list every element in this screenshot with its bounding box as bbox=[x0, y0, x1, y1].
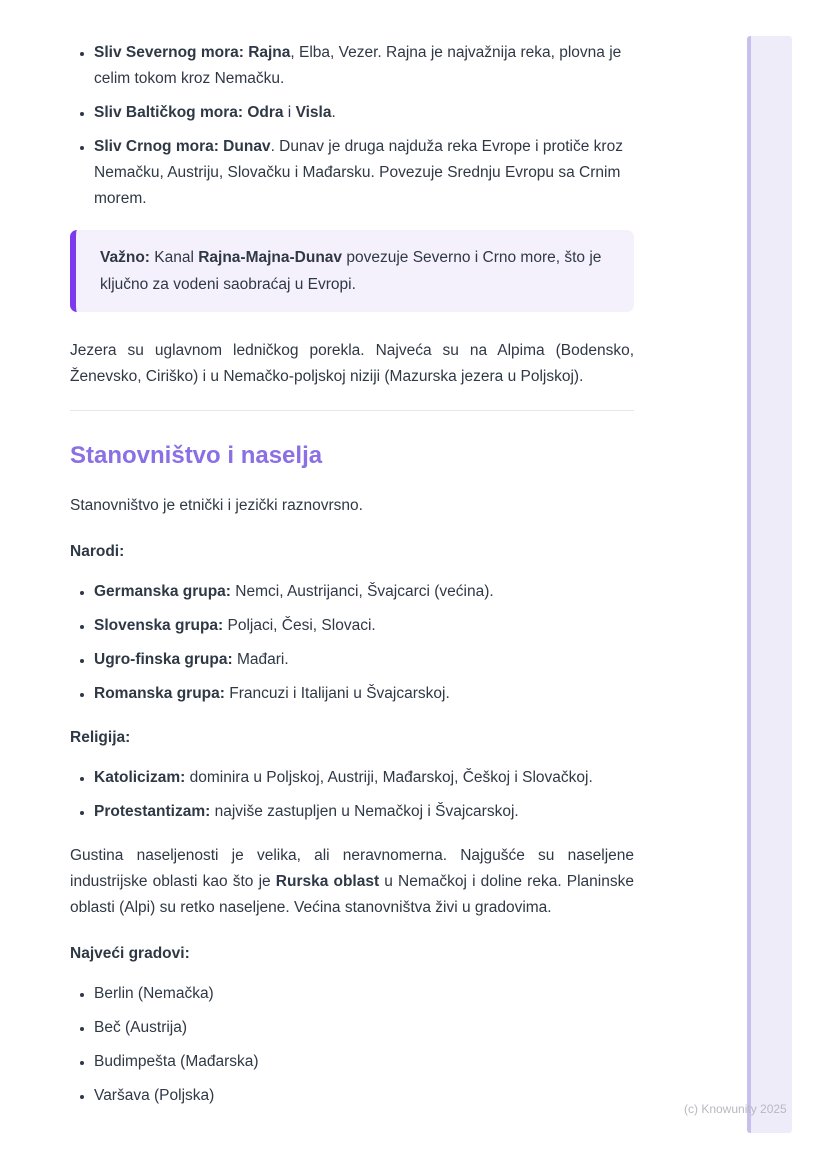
bold-run: Rurska oblast bbox=[275, 873, 380, 890]
list-item bbox=[94, 100, 634, 126]
text-run: Francuzi i Italijani u Švajcarskoj. bbox=[224, 685, 450, 702]
cities-list bbox=[70, 981, 634, 1109]
bold-run: Romanska grupa: bbox=[94, 685, 225, 702]
next-page-edge-strip bbox=[747, 36, 792, 1133]
important-callout bbox=[70, 230, 634, 312]
text-run: Nemci, Austrijanci, Švajcarci (većina). bbox=[230, 583, 494, 600]
section-heading: Stanovništvo i naselja bbox=[70, 442, 323, 469]
text-run: . Dunav je druga najduža reka Evrope i protiče kroz Nemačku, Austriju, Slovačku i Mađarsku. Povezuje Srednju Evropu sa Crnim morem. bbox=[94, 138, 623, 207]
religija-list bbox=[70, 765, 634, 825]
text-run: i bbox=[283, 104, 296, 121]
cities-label: Najveći gradovi: bbox=[70, 945, 190, 962]
list-item bbox=[94, 40, 634, 92]
bold-run: Germanska grupa: bbox=[94, 583, 231, 600]
text-run: povezuje Severno i Crno more, što je ključno za vodeni saobraćaj u Evropi. bbox=[100, 249, 602, 293]
text-run: , Elba, Vezer. Rajna je najvažnija reka, plovna je celim tokom kroz Nemačku. bbox=[94, 44, 622, 87]
list-item bbox=[94, 681, 634, 707]
bold-run: Visla bbox=[295, 104, 332, 121]
text-run: . bbox=[331, 104, 336, 121]
callout-text bbox=[100, 244, 610, 298]
text-run: u Nemačkoj i doline reka. Planinske oblasti (Alpi) su retko naseljene. Većina stanovništva živi u gradovima. bbox=[70, 873, 634, 916]
density-paragraph bbox=[70, 843, 634, 921]
list-item: • Berlin (Nemačka) bbox=[94, 981, 634, 1007]
list-item: • Budimpešta (Mađarska) bbox=[94, 1049, 634, 1075]
list-item bbox=[94, 579, 634, 605]
text-run: najviše zastupljen u Nemačkoj i Švajcarskoj. bbox=[210, 803, 519, 820]
section-divider bbox=[70, 410, 634, 411]
bold-run: Protestantizam: bbox=[94, 803, 211, 820]
rivers-list bbox=[70, 40, 634, 212]
bold-run: Sliv Crnog mora: Dunav bbox=[94, 138, 271, 155]
text-run: Poljaci, Česi, Slovaci. bbox=[223, 617, 376, 634]
watermark: (c) Knowunity 2025 bbox=[684, 1102, 787, 1116]
document-page bbox=[70, 40, 634, 1127]
text-run: Kanal bbox=[149, 249, 199, 266]
text-run: Gustina naseljenosti je velika, ali neravnomerna. Najgušće su naseljene industrijske oblasti kao što je bbox=[70, 847, 634, 890]
population-intro: Stanovništvo je etnički i jezički raznovrsno. bbox=[70, 497, 363, 514]
list-item bbox=[94, 613, 634, 639]
bold-run: Slovenska grupa: bbox=[94, 617, 224, 634]
bold-run: Sliv Baltičkog mora: Odra bbox=[94, 104, 284, 121]
lakes-paragraph: Jezera su uglavnom ledničkog porekla. Najveća su na Alpima (Bodensko, Ženevsko, Ciriško) i u Nemačko-poljskoj niziji (Mazurska jezera u Poljskoj). bbox=[70, 342, 634, 385]
list-item bbox=[94, 647, 634, 673]
text-run: Mađari. bbox=[232, 651, 289, 668]
list-item bbox=[94, 799, 634, 825]
narodi-list bbox=[70, 579, 634, 707]
bold-run: Katolicizam: bbox=[94, 769, 186, 786]
list-item: • Beč (Austrija) bbox=[94, 1015, 634, 1041]
bold-run: Rajna-Majna-Dunav bbox=[198, 249, 343, 266]
bold-run: Ugro-finska grupa: bbox=[94, 651, 233, 668]
list-item: • Varšava (Poljska) bbox=[94, 1083, 634, 1109]
list-item bbox=[94, 765, 634, 791]
religija-label: Religija: bbox=[70, 729, 131, 746]
bold-run: Važno: bbox=[100, 249, 150, 266]
narodi-label: Narodi: bbox=[70, 543, 125, 560]
text-run: dominira u Poljskoj, Austriji, Mađarskoj, Češkoj i Slovačkoj. bbox=[185, 769, 593, 786]
bold-run: Sliv Severnog mora: Rajna bbox=[94, 44, 291, 61]
list-item bbox=[94, 134, 634, 212]
